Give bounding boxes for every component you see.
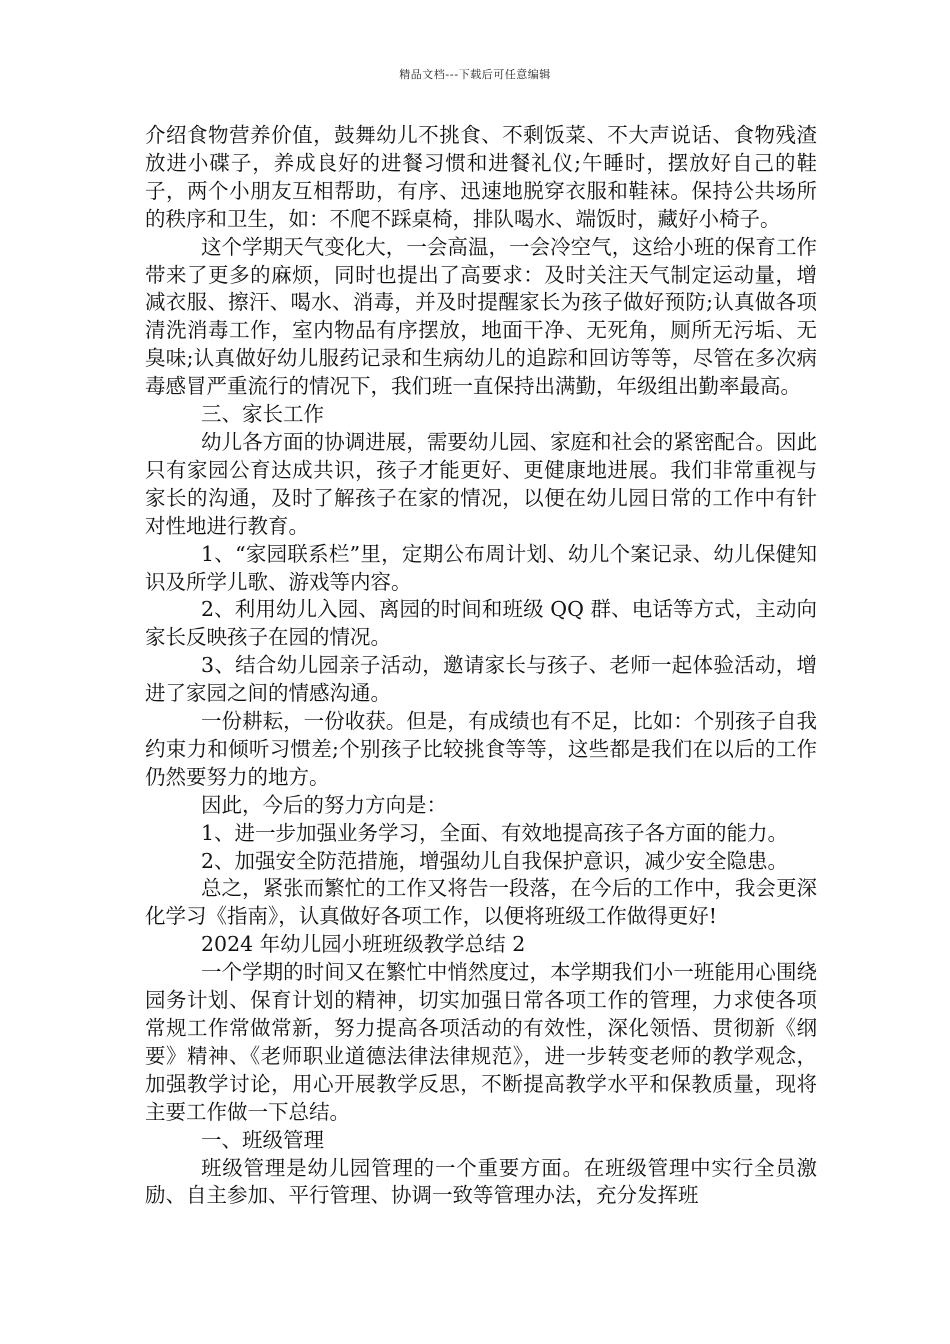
paragraph: 班级管理是幼儿园管理的一个重要方面。在班级管理中实行全员激励、自主参加、平行管理、协调一致等管理办法，充分发挥班 [145,1155,817,1208]
section-heading: 一、班级管理 [201,1127,324,1152]
paragraph: 总之，紧张而繁忙的工作又将告一段落，在今后的工作中，我会更深化学习《指南》，认真做好各项工作，以便将班级工作做得更好! [145,876,817,929]
paragraph: 因此，今后的努力方向是： [201,792,447,817]
list-item: 1、“家园联系栏”里，定期公布周计划、幼儿个案记录、幼儿保健知识及所学儿歌、游戏等内容。 [145,541,817,594]
page-header: 精品文档---下载后可任意编辑 [399,68,551,81]
document-subtitle: 2024 年幼儿园小班班级教学总结 2 [201,932,526,957]
list-item: 2、利用幼儿入园、离园的时间和班级 QQ 群、电话等方式，主动向家长反映孩子在园的情况。 [145,597,817,650]
paragraph: 一个学期的时间又在繁忙中悄然度过，本学期我们小一班能用心围绕园务计划、保育计划的精神，切实加强日常各项工作的管理，力求使各项常规工作常做常新，努力提高各项活动的有效性，深化领悟、贯彻新《纲要》精神、《老师职业道德法律法律规范》，进一步转变老师的教学观念，加强教学讨论，用心开展教学反思，不断提高教学水平和保教质量，现将主要工作做一下总结。 [145,960,817,1124]
paragraph: 幼儿各方面的协调进展，需要幼儿园、家庭和社会的紧密配合。因此只有家园公育达成共识，孩子才能更好、更健康地进展。我们非常重视与家长的沟通，及时了解孩子在家的情况，以便在幼儿园日常的工作中有针对性地进行教育。 [145,429,817,538]
list-item: 2、加强安全防范措施，增强幼儿自我保护意识，减少安全隐患。 [201,848,789,873]
document-body [145,122,817,1210]
section-heading: 三、家长工作 [201,402,324,427]
paragraph: 这个学期天气变化大，一会高温，一会冷空气，这给小班的保育工作带来了更多的麻烦，同时也提出了高要求：及时关注天气制定运动量，增减衣服、擦汗、喝水、消毒，并及时提醒家长为孩子做好预防;认真做各项清洗消毒工作，室内物品有序摆放，地面干净、无死角，厕所无污垢、无臭味;认真做好幼儿服药记录和生病幼儿的追踪和回访等等，尽管在多次病毒感冒严重流行的情况下，我们班一直保持出满勤，年级组出勤率最高。 [145,234,817,399]
list-item: 3、结合幼儿园亲子活动，邀请家长与孩子、老师一起体验活动，增进了家园之间的情感沟通。 [145,653,817,706]
paragraph: 介绍食物营养价值，鼓舞幼儿不挑食、不剩饭菜、不大声说话、食物残渣放进小碟子，养成良好的进餐习惯和进餐礼仪;午睡时，摆放好自己的鞋子，两个小朋友互相帮助，有序、迅速地脱穿衣服和鞋袜。保持公共场所的秩序和卫生，如：不爬不踩桌椅，排队喝水、端饭时，藏好小椅子。 [145,123,817,231]
paragraph: 一份耕耘，一份收获。但是，有成绩也有不足，比如：个别孩子自我约束力和倾听习惯差;个别孩子比较挑食等等，这些都是我们在以后的工作仍然要努力的地方。 [145,709,817,789]
list-item: 1、进一步加强业务学习，全面、有效地提高孩子各方面的能力。 [201,820,789,845]
